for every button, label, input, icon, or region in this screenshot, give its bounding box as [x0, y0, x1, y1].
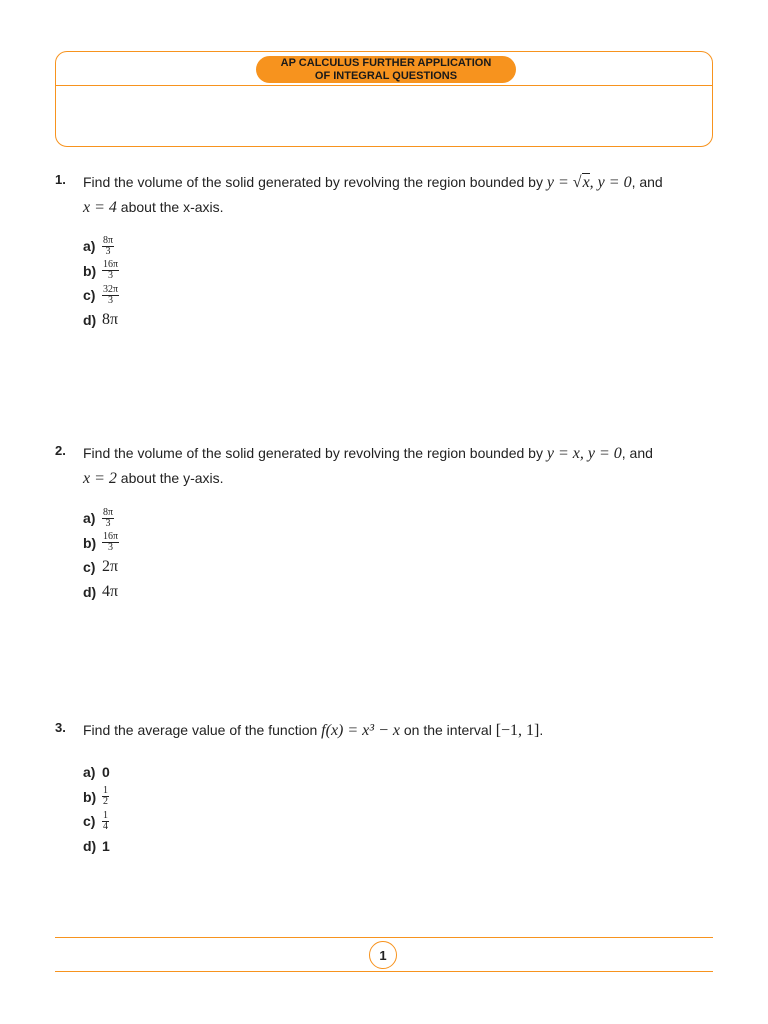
math-expression: y = x, y = 0 — [546, 445, 622, 462]
fraction: $\frac{16\pi}{3}$ — [103, 259, 119, 282]
question-3 — [55, 718, 735, 868]
title-line-2: OF INTEGRAL QUESTIONS — [314, 69, 458, 82]
question-prompt: Find the average value of the function — [83, 722, 318, 738]
answer-choice[interactable]: b) $\frac{16\pi}{3}$ — [83, 259, 119, 282]
fraction: $\frac{1}{2}$ — [103, 785, 108, 808]
question-prompt: Find the volume of the solid generated by revolving the region bounded by — [83, 174, 543, 190]
header-divider — [56, 85, 712, 86]
question-2 — [55, 441, 735, 601]
answer-choices — [83, 760, 110, 858]
question-connector: , and — [621, 445, 653, 461]
question-1 — [55, 170, 735, 330]
choice-value: 2π — [102, 558, 119, 576]
document-title — [256, 56, 516, 83]
page-number: 1 — [369, 941, 397, 969]
question-suffix: about the x-axis. — [116, 199, 224, 215]
question-suffix: . — [539, 722, 544, 738]
answer-choice[interactable]: a) 0 — [83, 764, 110, 781]
fraction: $\frac{1}{4}$ — [103, 809, 108, 832]
choice-value: 4π — [102, 582, 119, 600]
choice-value: 1 — [102, 837, 110, 854]
choice-value: 0 — [102, 764, 110, 781]
question-text — [83, 441, 723, 491]
answer-choice[interactable]: d) 8π — [83, 310, 119, 328]
fraction: $\frac{8\pi}{3}$ — [103, 234, 114, 257]
fraction: $\frac{8\pi}{3}$ — [103, 506, 114, 529]
answer-choice[interactable]: c) $\frac{1}{4}$ — [83, 809, 108, 832]
question-text — [83, 718, 723, 743]
answer-choice[interactable]: a) $\frac{8\pi}{3}$ — [83, 234, 114, 257]
math-expression: y = — [546, 174, 573, 191]
answer-choice[interactable]: b) $\frac{16\pi}{3}$ — [83, 531, 119, 554]
header-box — [55, 51, 713, 147]
answer-choice[interactable]: c) $\frac{32\pi}{3}$ — [83, 283, 119, 306]
math-expression: [−1, 1] — [495, 722, 540, 739]
answer-choice[interactable]: a) $\frac{8\pi}{3}$ — [83, 506, 114, 529]
question-prompt: Find the volume of the solid generated by revolving the region bounded by — [83, 445, 543, 461]
answer-choice[interactable]: d) 1 — [83, 837, 110, 854]
footer-bottom-rule — [55, 971, 713, 972]
question-number: 2. — [55, 443, 66, 458]
choice-value: 8π — [102, 310, 119, 328]
sqrt-radicand: x — [582, 174, 590, 191]
answer-choices — [83, 506, 119, 604]
question-connector: on the interval — [399, 722, 496, 738]
question-number: 3. — [55, 720, 66, 735]
answer-choice[interactable]: d) 4π — [83, 582, 119, 600]
question-connector: , and — [631, 174, 663, 190]
question-suffix: about the y-axis. — [116, 470, 224, 486]
math-expression: f(x) = x³ − x — [321, 722, 400, 739]
fraction: $\frac{16\pi}{3}$ — [103, 531, 119, 554]
math-expression: , y = 0 — [589, 174, 632, 191]
fraction: $\frac{32\pi}{3}$ — [103, 283, 119, 306]
answer-choice[interactable]: b) $\frac{1}{2}$ — [83, 785, 108, 808]
answer-choices — [83, 234, 119, 332]
math-expression: x = 2 — [83, 470, 117, 487]
question-text: Find the volume of the solid generated by revolving the region bounded by y = √x, y = 0, and x = 4 about the x-axis. — [83, 174, 663, 216]
title-line-1: AP CALCULUS FURTHER APPLICATION — [280, 56, 492, 69]
footer-top-rule — [55, 937, 713, 938]
question-number: 1. — [55, 172, 66, 187]
math-expression: x = 4 — [83, 199, 117, 216]
answer-choice[interactable]: c) 2π — [83, 558, 119, 576]
